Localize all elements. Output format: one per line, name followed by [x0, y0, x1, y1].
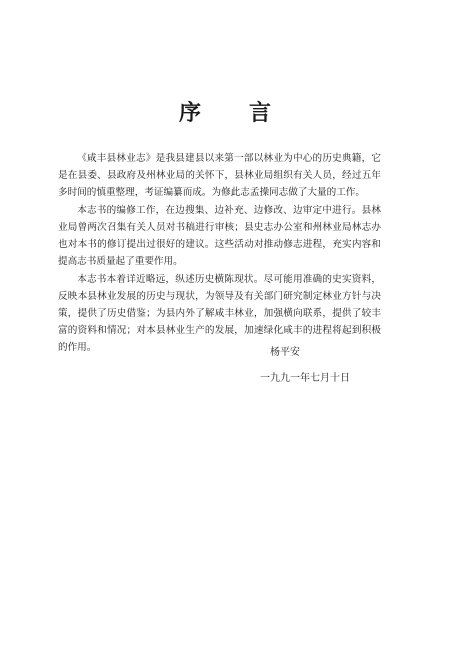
title-char-2: 言: [249, 100, 272, 126]
paragraph-1: 《咸丰县林业志》是我县建县以来第一部以林业为中心的历史典籍，它是在县委、县政府及州林业局的关怀下，县林业局组织有关人员，经过五年多时间的慎重整理，考证编纂而成。为修此志孟操同志做了大量的工作。: [58, 153, 381, 198]
paragraph-2: 本志书的编修工作，在边搜集、边补充、边修改、边审定中进行。县林业局曾两次召集有关人员对书稿进行审核；县史志办公室和州林业局林志办也对本书的修订提出过很好的建议。这些活动对推动修志进程，充实内容和提高志书质量起了重要作用。: [58, 205, 381, 267]
title-char-1: 序: [179, 100, 202, 126]
author-signature: 杨平安: [270, 347, 300, 358]
preface-body: [58, 150, 381, 357]
page-title: [0, 96, 450, 127]
signature-date: 一九九一年七月十日: [260, 373, 350, 384]
paragraph-3: 本志书本着详近略远，纵述历史横陈现状。尽可能用准确的史实资料，反映本县林业发展的历史与现状，为领导及有关部门研究制定林业方针与决策，提供了历史借鉴；为县内外了解咸丰林业，加强横向联系，提供了较丰富的资料和情况；对本县林业生产的发展，加速绿化咸丰的进程将起到积极的作用。: [58, 274, 381, 353]
